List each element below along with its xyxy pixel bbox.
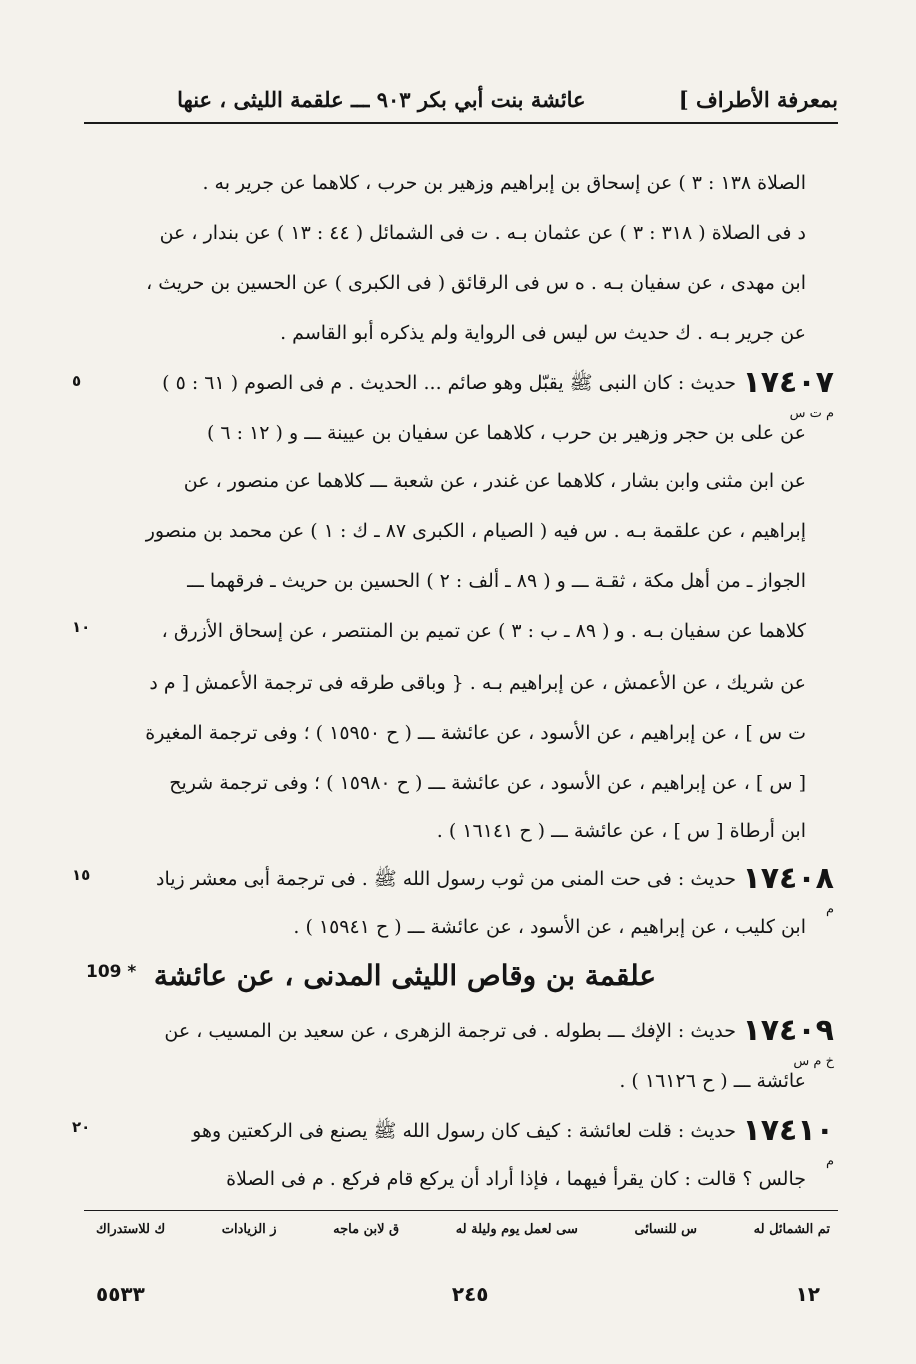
entry-line: عن ابن مثنى وابن بشار ، كلاهما عن غندر ، عن شعبة ـــ كلاهما عن منصور ، عن xyxy=(183,470,806,492)
margin-line-number: ٢٠ xyxy=(72,1118,91,1136)
header-center: عائشة بنت أبي بكر ٩٠٣ ـــ علقمة الليثى ، عنها xyxy=(177,86,586,112)
abbreviation-footnotes xyxy=(96,1222,830,1237)
entry-line: ابن أرطاة [ س ] ، عن عائشة ـــ ( ح ١٦١٤١ ) . xyxy=(436,820,806,842)
section-title: علقمة بن وقاص الليثى المدنى ، عن عائشة xyxy=(153,959,657,992)
header-rule xyxy=(84,122,838,124)
entry-symbols: م xyxy=(825,902,834,917)
volume-number: ١٢ xyxy=(795,1282,820,1306)
entry-line: حديث : فى حت المنى من ثوب رسول الله ﷺ . فى ترجمة أبى معشر زياد xyxy=(156,868,736,890)
entry-number: ١٧٤٠٩ xyxy=(742,1013,834,1048)
entry-line: كلاهما عن سفيان بـه . و ( ٨٩ ـ ب : ٣ ) عن تميم بن المنتصر ، عن إسحاق الأزرق ، xyxy=(161,620,806,642)
footnote-item: س للنسائى xyxy=(634,1222,698,1237)
footnote-item: ك للاستدراك xyxy=(96,1222,166,1237)
entry-line: حديث : الإفك ـــ بطوله . فى ترجمة الزهرى ، عن سعيد بن المسيب ، عن xyxy=(164,1020,736,1042)
entry-symbols: م ت س xyxy=(789,406,834,421)
intro-line: ابن مهدى ، عن سفيان بـه . ه س فى الرقائق ( فى الكبرى ) عن الحسين بن حريث ، xyxy=(146,272,806,294)
footnote-item: ق لابن ماجه xyxy=(333,1222,400,1237)
intro-line: عن جرير بـه . ك حديث س ليس فى الرواية ولم يذكره أبو القاسم . xyxy=(280,322,806,344)
footnote-item: سى لعمل يوم وليلة له xyxy=(455,1222,578,1237)
header-right: بمعرفة الأطراف ] xyxy=(678,86,838,112)
entry-number: ١٧٤٠٧ xyxy=(742,365,834,400)
entry-line: إبراهيم ، عن علقمة بـه . س فيه ( الصيام ، الكبرى ٨٧ ـ ك : ١ ) عن محمد بن منصور xyxy=(145,520,806,542)
intro-line: الصلاة ١٣٨ : ٣ ) عن إسحاق بن إبراهيم وزهير بن حرب ، كلاهما عن جرير به . xyxy=(202,172,806,194)
footnote-item: تم الشمائل له xyxy=(753,1222,830,1237)
entry-symbols: م xyxy=(825,1154,834,1169)
signature-number: ٥٥٣٣ xyxy=(96,1282,145,1306)
running-header xyxy=(84,78,838,120)
footnote-item: ز الزيادات xyxy=(221,1222,277,1237)
entry-number: ١٧٤٠٨ xyxy=(742,861,834,896)
margin-line-number: ١٥ xyxy=(72,866,91,884)
footnote-rule xyxy=(84,1210,838,1211)
section-number: 109 * xyxy=(86,962,137,982)
entry-symbols: خ م س xyxy=(793,1054,834,1069)
page-footer xyxy=(96,1282,820,1306)
entry-line: ابن كليب ، عن إبراهيم ، عن الأسود ، عن عائشة ـــ ( ح ١٥٩٤١ ) . xyxy=(293,916,806,938)
margin-line-number: ١٠ xyxy=(72,618,91,636)
entry-line: حديث : كان النبى ﷺ يقبّل وهو صائم ... الحديث . م فى الصوم ( ٦١ : ٥ ) xyxy=(162,372,736,394)
entry-number: ١٧٤١٠ xyxy=(742,1113,834,1148)
entry-line: جالس ؟ قالت : كان يقرأ فيهما ، فإذا أراد أن يركع قام فركع . م فى الصلاة xyxy=(226,1168,806,1190)
entry-line: عن شريك ، عن الأعمش ، عن إبراهيم بـه . { وباقى طرقه فى ترجمة الأعمش [ م د xyxy=(149,672,806,694)
entry-line: [ س ] ، عن إبراهيم ، عن الأسود ، عن عائشة ـــ ( ح ١٥٩٨٠ ) ؛ وفى ترجمة شريح xyxy=(169,772,806,794)
margin-line-number: ٥ xyxy=(72,372,82,390)
entry-line: الجواز ـ من أهل مكة ، ثقـة ـــ و ( ٨٩ ـ ألف : ٢ ) الحسين بن حريث ـ فرقهما ـــ xyxy=(187,570,806,592)
entry-line: حديث : قلت لعائشة : كيف كان رسول الله ﷺ يصنع فى الركعتين وهو xyxy=(192,1120,736,1142)
entry-line: ت س ] ، عن إبراهيم ، عن الأسود ، عن عائشة ـــ ( ح ١٥٩٥٠ ) ؛ وفى ترجمة المغيرة xyxy=(145,722,806,744)
intro-line: د فى الصلاة ( ٣١٨ : ٣ ) عن عثمان بـه . ت فى الشمائل ( ٤٤ : ١٣ ) عن بندار ، عن xyxy=(159,222,806,244)
entry-line: عائشة ـــ ( ح ١٦١٢٦ ) . xyxy=(619,1070,806,1092)
page-number: ٢٤٥ xyxy=(451,1282,489,1306)
entry-line: عن على بن حجر وزهير بن حرب ، كلاهما عن سفيان بن عيينة ـــ و ( ١٢ : ٦ ) xyxy=(206,422,806,444)
